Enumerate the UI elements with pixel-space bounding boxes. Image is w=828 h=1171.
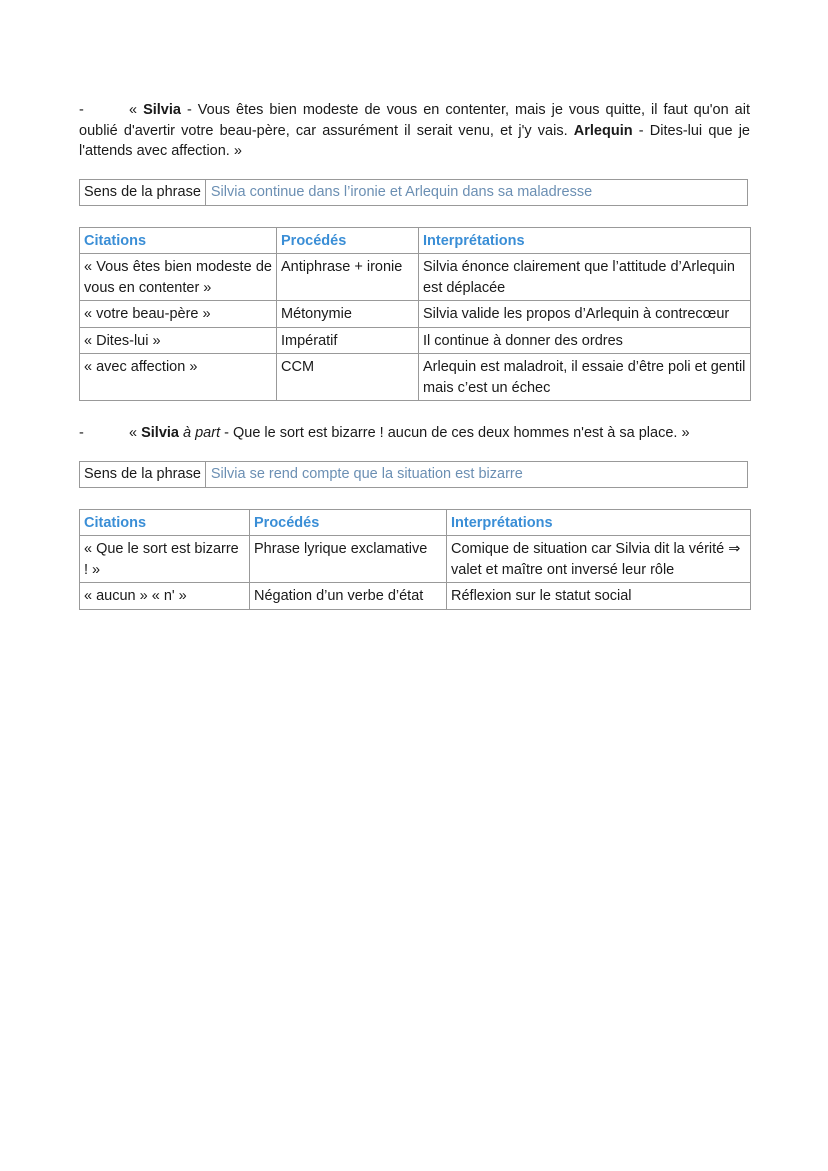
sens-value: Silvia continue dans l’ironie et Arlequin dans sa maladresse <box>210 183 593 200</box>
cell-interpretation: Il continue à donner des ordres <box>419 327 751 354</box>
stage-direction: à part <box>183 425 221 441</box>
speaker-arlequin: Arlequin <box>573 122 633 139</box>
header-citations: Citations <box>80 509 250 536</box>
cell-interpretation: Silvia valide les propos d’Arlequin à contrecœur <box>419 301 751 328</box>
header-procedes: Procédés <box>277 227 419 254</box>
cell-procede: Antiphrase + ironie <box>277 254 419 301</box>
header-citations: Citations <box>80 227 277 254</box>
table-row <box>80 254 751 301</box>
sens-de-la-phrase-box <box>79 179 748 206</box>
cell-procede: Négation d’un verbe d’état <box>250 583 447 610</box>
cell-interpretation: Comique de situation car Silvia dit la vérité ⇒ valet et maître ont inversé leur rôle <box>447 536 751 583</box>
table-row <box>80 583 751 610</box>
cell-procede: CCM <box>277 354 419 401</box>
table-header-row <box>80 509 751 536</box>
speaker-silvia: Silvia <box>141 425 179 441</box>
cell-citation: « aucun » « n' » <box>80 583 250 610</box>
cell-citation: « Que le sort est bizarre ! » <box>80 536 250 583</box>
table-row <box>80 536 751 583</box>
list-dash: - <box>79 102 84 118</box>
speaker-silvia: Silvia <box>143 102 181 118</box>
cell-procede: Impératif <box>277 327 419 354</box>
list-dash: - <box>79 425 84 441</box>
sens-label: Sens de la phrase <box>80 180 206 205</box>
cell-citation: « Dites-lui » <box>80 327 277 354</box>
cell-citation: « votre beau-père » <box>80 301 277 328</box>
table-row <box>80 354 751 401</box>
cell-interpretation: Silvia énonce clairement que l’attitude d’Arlequin est déplacée <box>419 254 751 301</box>
table-row <box>80 301 751 328</box>
sens-de-la-phrase-box <box>79 461 748 488</box>
cell-interpretation: Arlequin est maladroit, il essaie d’être poli et gentil mais c’est un échec <box>419 354 751 401</box>
header-interpretations: Interprétations <box>419 227 751 254</box>
cell-citation: « Vous êtes bien modeste de vous en contenter » <box>80 254 277 301</box>
cell-citation: « avec affection » <box>80 354 277 401</box>
cell-interpretation: Réflexion sur le statut social <box>447 583 751 610</box>
analysis-table-1 <box>79 227 751 402</box>
quote-silvia-arlequin: - « Silvia - Vous êtes bien modeste de vous en contenter, mais je vous quitte, il faut qu'on ait oublié d'avertir votre beau-père, car assurément il serait venu, et j'y vais. Arlequin - Dites-lui que je l'attends avec affection. » <box>79 102 750 159</box>
cell-procede: Métonymie <box>277 301 419 328</box>
analysis-table-2 <box>79 509 751 610</box>
quote-silvia-a-part: - « Silvia à part - Que le sort est bizarre ! aucun de ces deux hommes n'est à sa place. » <box>79 423 750 444</box>
table-header-row <box>80 227 751 254</box>
header-procedes: Procédés <box>250 509 447 536</box>
document-page <box>79 100 750 610</box>
table-row <box>80 327 751 354</box>
sens-label: Sens de la phrase <box>80 462 206 487</box>
cell-procede: Phrase lyrique exclamative <box>250 536 447 583</box>
header-interpretations: Interprétations <box>447 509 751 536</box>
sens-value: Silvia se rend compte que la situation est bizarre <box>210 465 523 482</box>
